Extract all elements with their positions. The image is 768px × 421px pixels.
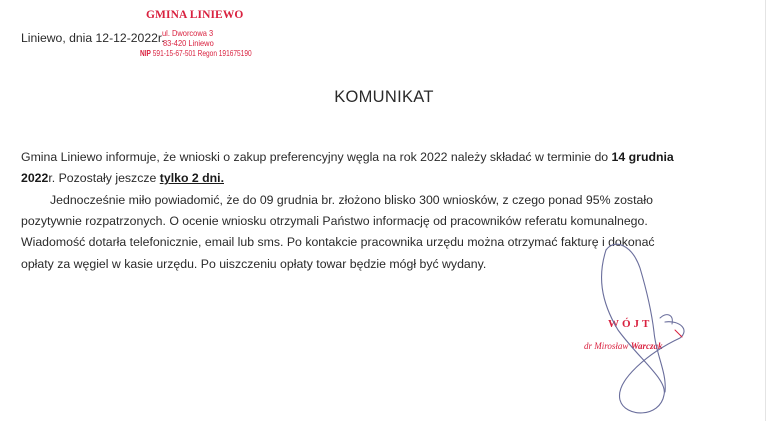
stamp-ids-values: 591-15-67-501 Regon 191675190 [152, 49, 252, 58]
paragraph-line [21, 168, 753, 189]
stamp-address-street: ul. Dworcowa 3 [162, 28, 214, 38]
days-remaining-emphasis: tylko 2 dni. [159, 171, 224, 186]
stamp-ids [140, 49, 252, 58]
signature-stamp-title: WÓJT [608, 318, 653, 330]
document-title: KOMUNIKAT [334, 88, 434, 106]
deadline-year: 2022 [21, 171, 49, 186]
signatory-first-name: dr Mirosław [584, 341, 629, 351]
stamp-title: GMINA LINIEWO [146, 9, 244, 21]
paragraph-line: pozytywnie rozpatrzonych. O ocenie wniosku otrzymali Państwo informację od pracowników referatu komunalnego. [21, 214, 648, 229]
signature-stamp-name [584, 341, 663, 351]
signatory-surname: Warczak [630, 341, 663, 351]
paragraph-text: r. Pozostały jeszcze [48, 171, 160, 186]
page-edge [765, 0, 766, 421]
paragraph-text: Gmina Liniewo informuje, że wnioski o zakup preferencyjny węgla na rok 2022 należy składać w terminie do [21, 150, 612, 164]
paragraph-line: Jednocześnie miło powiadomić, że do 09 grudnia br. złożono blisko 300 wniosków, z czego ponad 95% zostało [50, 193, 653, 207]
paragraph-line: opłaty za węgiel w kasie urzędu. Po uiszczeniu opłaty towar będzie mógł być wydany. [21, 256, 487, 271]
stamp-address-city: 83-420 Liniewo [163, 38, 214, 48]
deadline-date: 14 grudnia [611, 150, 674, 164]
paragraph-status [21, 190, 753, 275]
paragraph-deadline [21, 147, 753, 189]
stamp-nip-label: NIP [140, 49, 151, 58]
paragraph-line: Wiadomość dotarła telefonicznie, email lub sms. Po kontakcie pracownika urzędu można otrzymać fakturę i dokonać [21, 235, 655, 250]
place-and-date: Liniewo, dnia 12-12-2022r. [21, 31, 165, 45]
paragraph-line [21, 147, 753, 168]
